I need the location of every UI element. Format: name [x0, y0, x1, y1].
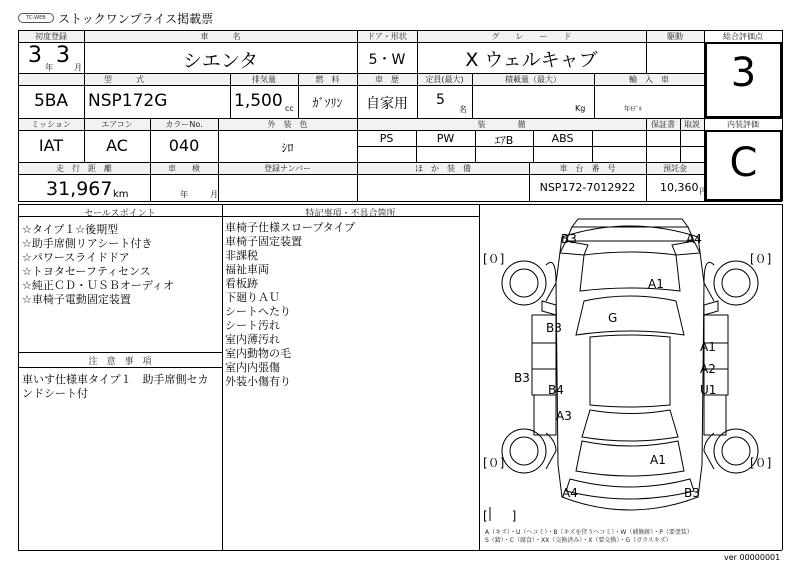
damage-legend	[485, 529, 693, 545]
list-item: 室内動物の毛	[225, 347, 291, 360]
list-item: 福祉車両	[225, 263, 269, 276]
legend-line: S（錆）・C（腐食）・XX（交換済み）・X（要交換）・G（ガラスキズ）	[485, 537, 672, 544]
grade-name: X ウェルキャブ	[465, 49, 598, 71]
version-label: ver 00000001	[724, 553, 781, 562]
first-reg-label: 初度登録	[35, 32, 67, 41]
damage-mark: U1	[700, 383, 717, 397]
reg-year-unit: 年	[45, 63, 53, 72]
mileage-label: 走 行 距 離	[56, 164, 112, 173]
list-item: ☆パワースライドドア	[22, 251, 130, 264]
front-right-tire-label: [０]	[750, 252, 772, 266]
equip-abs: ABS	[551, 132, 574, 145]
ext-color: ｼﾛ	[281, 141, 294, 155]
list-item: 車椅子仕様スロープタイプ	[225, 221, 356, 234]
special-notes-label: 特記事項・不具合箇所	[305, 209, 396, 219]
damage-diagram	[480, 205, 781, 549]
list-item: ☆車椅子電動固定装置	[22, 293, 131, 306]
damage-mark: A1	[648, 277, 664, 291]
displacement-unit: cc	[285, 104, 294, 113]
mileage-unit: km	[113, 189, 129, 200]
category-label: 車 歴	[375, 75, 399, 84]
damage-mark: B3	[684, 486, 700, 500]
load-unit: Kg	[575, 104, 586, 113]
chassis-number: NSP172-7012922	[539, 181, 636, 194]
list-item: 室内薄汚れ	[225, 333, 280, 346]
equip-airbag: ｴｱB	[494, 134, 514, 147]
list-item: 車椅子固定装置	[225, 235, 302, 248]
import-label: 輸 入 車	[629, 75, 669, 84]
damage-mark: A4	[686, 232, 702, 246]
inspection-label: 車 検	[168, 164, 200, 173]
reg-year: 3	[28, 43, 42, 68]
load-label: 積載量（最大）	[505, 75, 561, 84]
equip-label: 装 備	[477, 120, 526, 129]
color-no-label: カラーNo.	[165, 120, 203, 129]
mission-label: ミッション	[31, 120, 71, 129]
warranty-label: 保証書	[651, 120, 675, 129]
rear-left-tire-label: [０]	[483, 456, 505, 470]
damage-mark: B3	[546, 321, 562, 335]
spare-tire-label: [ ]	[483, 509, 517, 523]
company-logo	[18, 13, 54, 23]
door-type: 5・W	[368, 52, 406, 68]
list-item: ☆タイプ１☆後期型	[22, 223, 119, 236]
car-name-label: 車 名	[200, 32, 241, 41]
list-item: ☆純正ＣＤ・ＵＳＢオーディオ	[22, 279, 174, 292]
list-item: ☆助手席側リアシート付き	[22, 237, 153, 250]
sales-points-list	[22, 223, 218, 307]
interior-score: C	[729, 140, 758, 186]
reg-number-label: 登録ナンバー	[263, 164, 312, 173]
inspection-year: 年	[180, 190, 188, 199]
list-item: 非課税	[225, 249, 258, 262]
page-title: ストックワンプライス掲載票	[58, 12, 214, 26]
special-notes-list	[225, 221, 475, 389]
damage-mark: A3	[556, 409, 572, 423]
model-code: NSP172G	[88, 91, 168, 111]
reg-month-unit: 月	[74, 63, 82, 72]
aircon-label: エアコン	[101, 120, 133, 129]
chassis-label: 車 台 番 号	[559, 164, 616, 173]
damage-mark: G	[608, 311, 618, 325]
deposit-value: 10,360	[660, 181, 699, 194]
overall-score: 3	[730, 50, 757, 96]
front-left-tire-label: [０]	[483, 252, 505, 266]
logo-text: TC-WEB	[26, 15, 46, 21]
deposit-label: 預託金	[663, 164, 687, 173]
list-item: ☆トヨタセーフティセンス	[22, 265, 151, 278]
reg-month: 3	[56, 43, 70, 68]
equip-pw: PW	[436, 132, 455, 145]
displacement-value: 1,500	[234, 91, 283, 111]
capacity-value: 5	[436, 92, 445, 108]
caution-text: 車いす仕様車タイプ１ 助手席側セカンドシート付	[22, 373, 209, 400]
damage-mark: A4	[562, 486, 578, 500]
car-name: シエンタ	[182, 50, 259, 72]
model-year-label: 年ﾓﾃﾞﾙ	[624, 106, 643, 113]
overall-score-label: 総合評価点	[723, 32, 763, 41]
grade-label: グ レ ー ド	[491, 32, 572, 41]
damage-mark: A2	[700, 362, 716, 376]
deposit-unit: 円	[699, 187, 707, 196]
fuel-type: ｶﾞｿﾘﾝ	[312, 96, 343, 110]
interior-score-label: 内装評価	[727, 120, 759, 129]
caution-label: 注 意 事 項	[88, 357, 152, 367]
other-equip-label: ほ か 装 備	[415, 164, 471, 173]
mission-type: IAT	[38, 136, 64, 155]
model-prefix: 5BA	[33, 91, 69, 111]
list-item: 外装小傷有り	[225, 375, 291, 388]
legend-line: A（キズ）・U（ヘコミ）・B（キズを伴うヘコミ）・W（補修跡）・P（要塗装）	[485, 529, 693, 536]
aircon-type: AC	[106, 136, 128, 155]
list-item: シートへたり	[225, 305, 291, 318]
ext-color-label: 外 装 色	[267, 120, 308, 129]
damage-mark: A1	[650, 453, 666, 467]
model-label: 型 式	[104, 75, 144, 84]
damage-mark: A1	[700, 340, 716, 354]
fuel-label: 燃 料	[315, 75, 340, 84]
sales-points-label: セールスポイント	[84, 209, 156, 219]
usage-category: 自家用	[366, 96, 408, 112]
rear-right-tire-label: [０]	[750, 456, 772, 470]
damage-mark: B4	[548, 383, 564, 397]
damage-mark: B3	[514, 371, 530, 385]
capacity-label: 定員(最大)	[425, 75, 464, 84]
mileage-value: 31,967	[46, 178, 113, 200]
list-item: 室内内張傷	[225, 361, 280, 374]
list-item: シート汚れ	[225, 319, 280, 332]
capacity-unit: 名	[459, 105, 467, 114]
drive-label: 駆動	[667, 32, 683, 41]
recall-label: 取説	[684, 120, 700, 129]
list-item: 看板跡	[225, 277, 258, 290]
equip-ps: PS	[379, 132, 394, 145]
displacement-label: 排気量	[252, 75, 276, 84]
doors-label: ドア・形状	[367, 32, 407, 41]
list-item: 下廻りＡＵ	[225, 291, 280, 304]
inspection-month: 月	[210, 190, 218, 199]
color-no: 040	[168, 136, 200, 155]
damage-mark: B3	[561, 232, 577, 246]
